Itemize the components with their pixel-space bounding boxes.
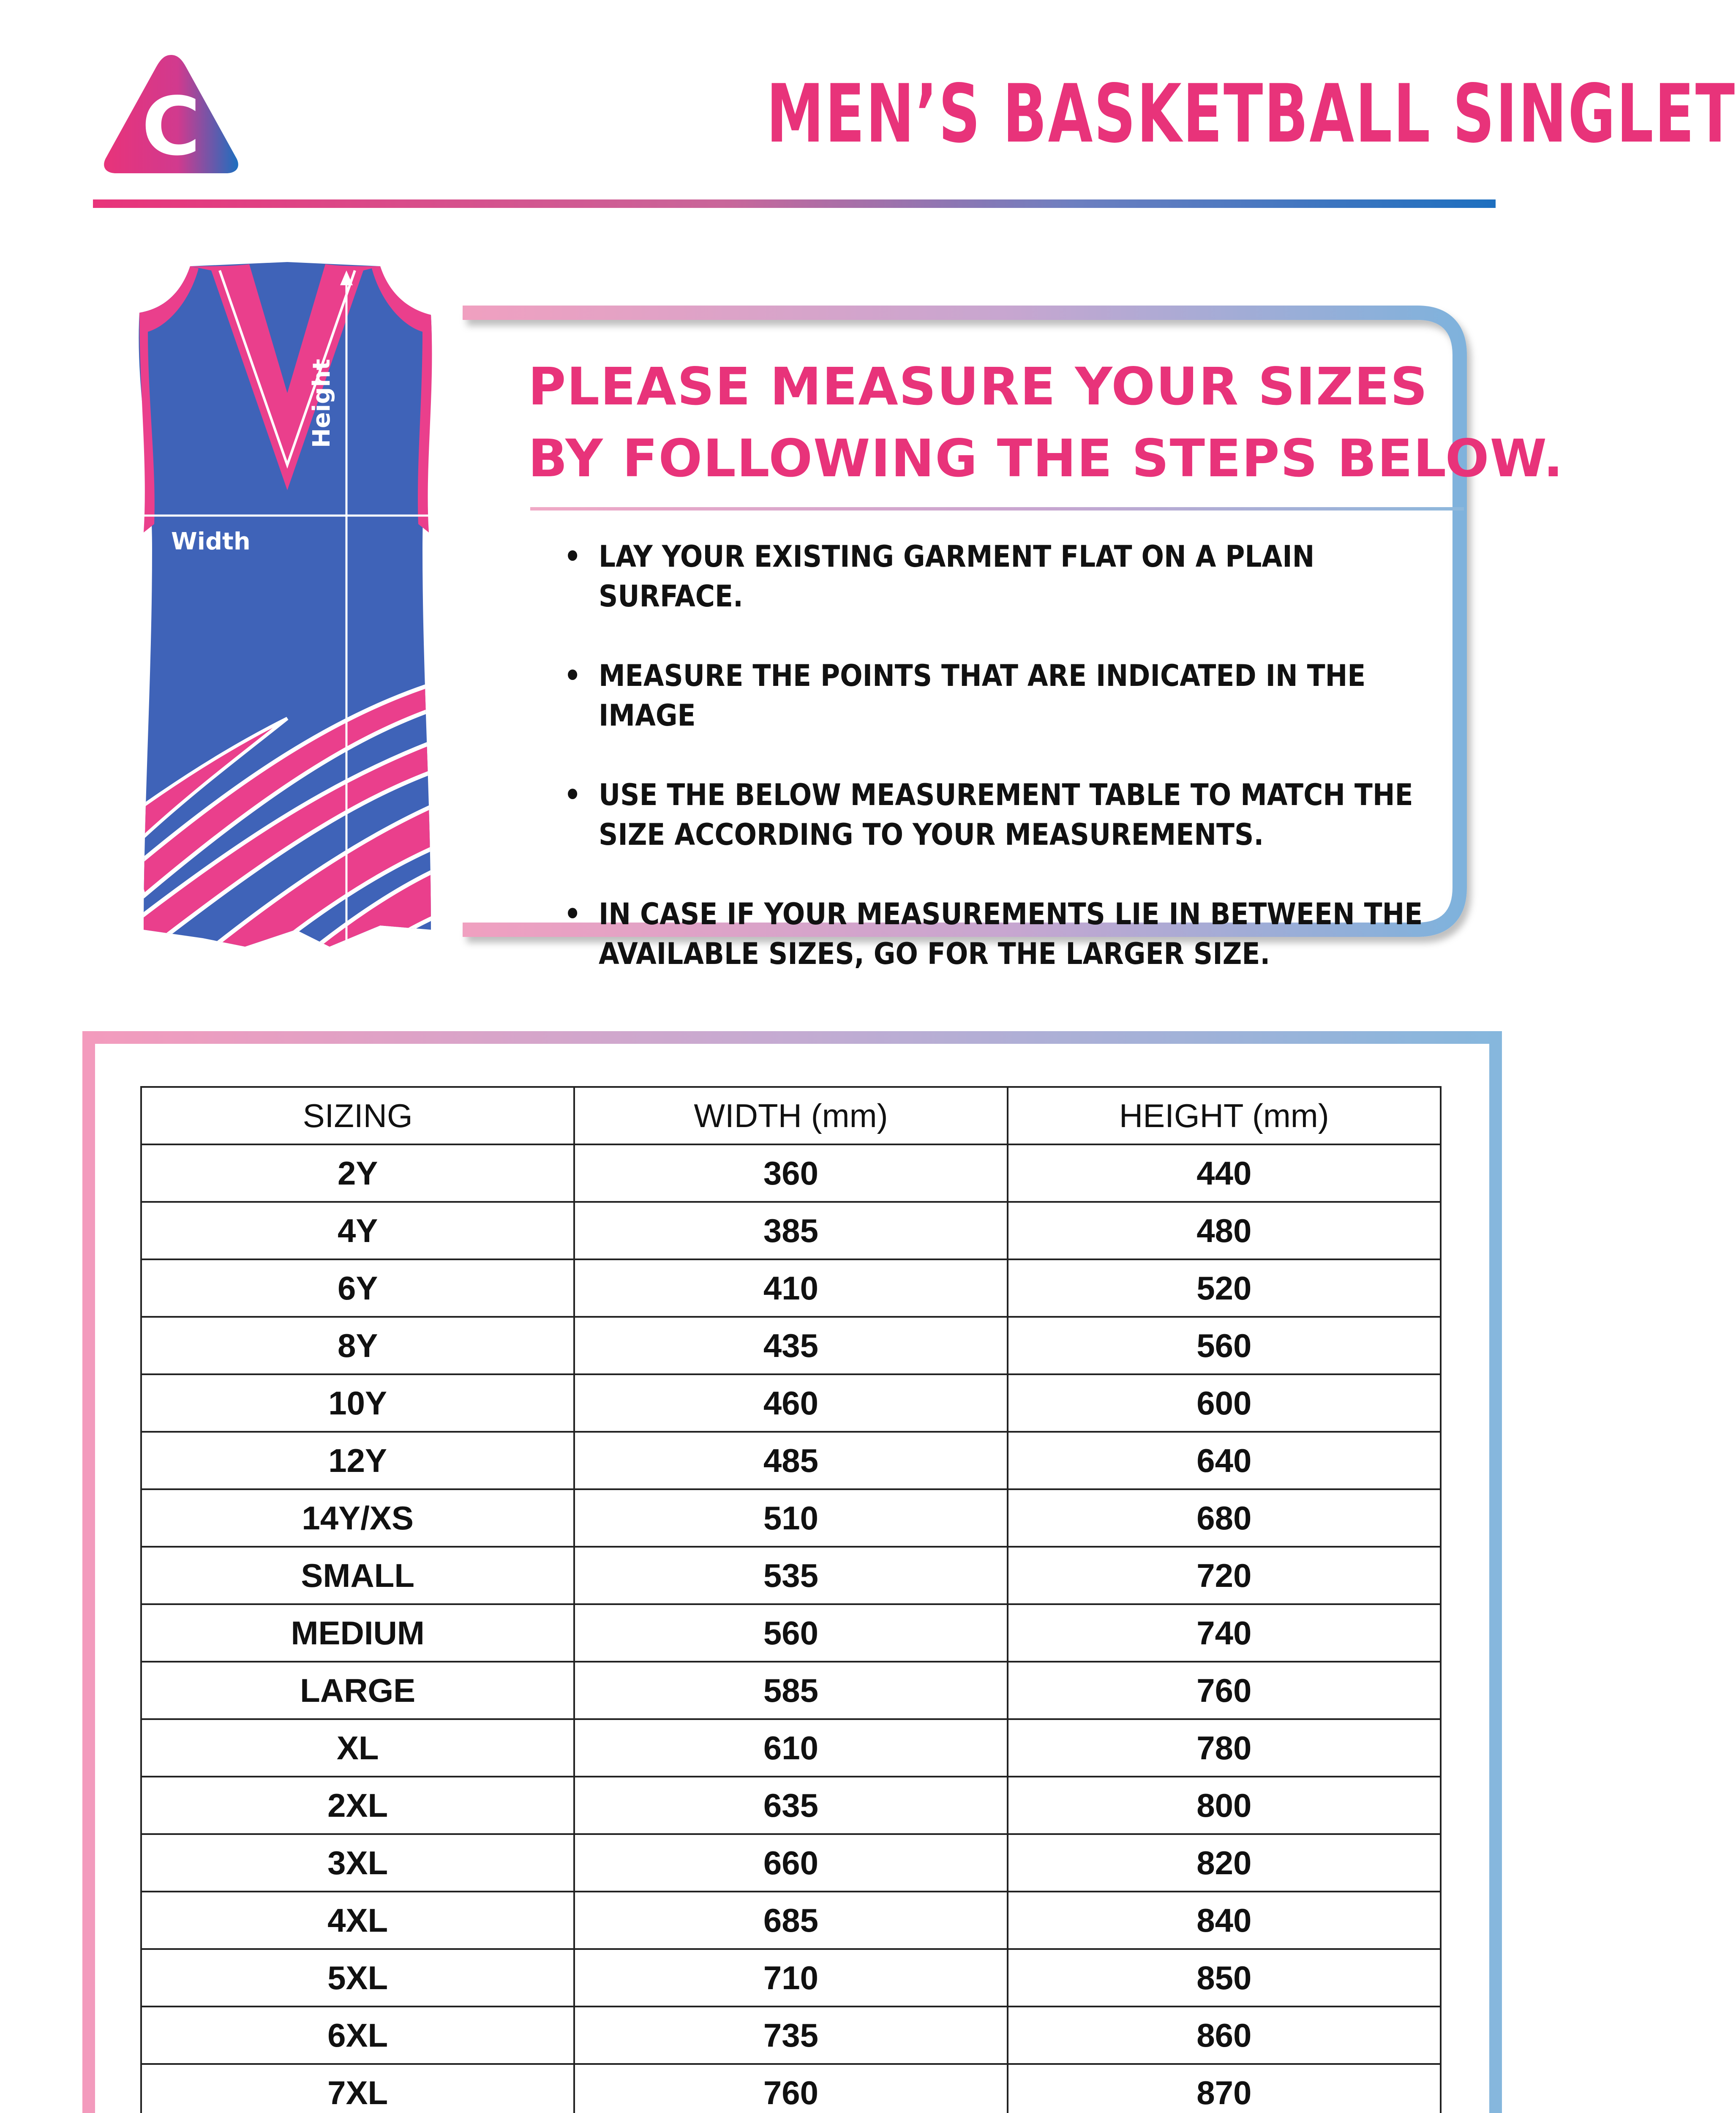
step-text: IN CASE IF YOUR MEASUREMENTS LIE IN BETWEEN THE AVAILABLE SIZES, GO FOR THE LARGER SIZE. <box>599 897 1423 971</box>
instructions-heading <box>528 351 1564 494</box>
width-cell: 385 <box>574 1202 1007 1259</box>
height-cell: 640 <box>1008 1432 1441 1489</box>
table-row <box>141 2007 1441 2064</box>
table-row <box>141 1432 1441 1489</box>
instructions-heading-line1: PLEASE MEASURE YOUR SIZES <box>528 357 1428 417</box>
height-cell: 820 <box>1008 1834 1441 1892</box>
step-item <box>564 656 1451 735</box>
height-cell: 440 <box>1008 1144 1441 1202</box>
width-cell: 635 <box>574 1777 1007 1834</box>
step-item <box>564 894 1451 974</box>
table-row <box>141 1489 1441 1547</box>
height-cell: 850 <box>1008 1949 1441 2007</box>
size-cell: 6XL <box>141 2007 574 2064</box>
bullet-glyph: • <box>564 897 581 931</box>
table-row <box>141 1604 1441 1662</box>
size-cell: 4XL <box>141 1892 574 1949</box>
table-row <box>141 1374 1441 1432</box>
logo-letter: C <box>142 80 201 173</box>
size-cell: 2XL <box>141 1777 574 1834</box>
step-text: USE THE BELOW MEASUREMENT TABLE TO MATCH THE SIZE ACCORDING TO YOUR MEASUREMENTS. <box>599 778 1413 852</box>
height-cell: 520 <box>1008 1259 1441 1317</box>
table-header-row <box>141 1087 1441 1144</box>
size-cell: 5XL <box>141 1949 574 2007</box>
page-title: MEN’S BASKETBALL SINGLET <box>766 67 1736 161</box>
width-cell: 485 <box>574 1432 1007 1489</box>
size-cell: 7XL <box>141 2064 574 2113</box>
table-row <box>141 2064 1441 2113</box>
table-row <box>141 1202 1441 1259</box>
size-cell: XL <box>141 1719 574 1777</box>
width-cell: 610 <box>574 1719 1007 1777</box>
singlet-illustration <box>110 254 456 980</box>
instruction-steps <box>564 537 1451 1013</box>
size-cell: LARGE <box>141 1662 574 1719</box>
height-cell: 870 <box>1008 2064 1441 2113</box>
width-cell: 585 <box>574 1662 1007 1719</box>
height-cell: 840 <box>1008 1892 1441 1949</box>
table-row <box>141 1144 1441 1202</box>
table-row <box>141 1719 1441 1777</box>
size-cell: 6Y <box>141 1259 574 1317</box>
width-cell: 510 <box>574 1489 1007 1547</box>
width-cell: 460 <box>574 1374 1007 1432</box>
column-header-height: HEIGHT (mm) <box>1008 1087 1441 1144</box>
bullet-glyph: • <box>564 658 581 693</box>
table-row <box>141 1892 1441 1949</box>
table-row <box>141 1662 1441 1719</box>
size-cell: 14Y/XS <box>141 1489 574 1547</box>
size-cell: 4Y <box>141 1202 574 1259</box>
width-cell: 360 <box>574 1144 1007 1202</box>
size-cell: 12Y <box>141 1432 574 1489</box>
table-row <box>141 1777 1441 1834</box>
size-cell: 2Y <box>141 1144 574 1202</box>
height-cell: 800 <box>1008 1777 1441 1834</box>
height-cell: 780 <box>1008 1719 1441 1777</box>
step-item <box>564 775 1451 854</box>
height-label: Height <box>308 359 335 448</box>
bullet-glyph: • <box>564 778 581 812</box>
table-row <box>141 1259 1441 1317</box>
width-cell: 710 <box>574 1949 1007 2007</box>
table-row <box>141 1317 1441 1374</box>
height-cell: 720 <box>1008 1547 1441 1604</box>
width-cell: 760 <box>574 2064 1007 2113</box>
height-cell: 740 <box>1008 1604 1441 1662</box>
size-table <box>140 1086 1442 2113</box>
size-cell: 3XL <box>141 1834 574 1892</box>
height-cell: 560 <box>1008 1317 1441 1374</box>
height-cell: 600 <box>1008 1374 1441 1432</box>
size-cell: 10Y <box>141 1374 574 1432</box>
size-cell: SMALL <box>141 1547 574 1604</box>
height-cell: 760 <box>1008 1662 1441 1719</box>
width-cell: 435 <box>574 1317 1007 1374</box>
brand-logo <box>99 51 243 177</box>
table-row <box>141 1949 1441 2007</box>
width-cell: 535 <box>574 1547 1007 1604</box>
height-cell: 860 <box>1008 2007 1441 2064</box>
instructions-divider <box>530 507 1464 511</box>
bullet-glyph: • <box>564 539 581 574</box>
step-text: MEASURE THE POINTS THAT ARE INDICATED IN THE IMAGE <box>599 658 1366 733</box>
column-header-width: WIDTH (mm) <box>574 1087 1007 1144</box>
step-item <box>564 537 1451 616</box>
width-cell: 410 <box>574 1259 1007 1317</box>
column-header-sizing: SIZING <box>141 1087 574 1144</box>
header-divider <box>93 199 1496 208</box>
table-row <box>141 1547 1441 1604</box>
height-cell: 480 <box>1008 1202 1441 1259</box>
width-cell: 685 <box>574 1892 1007 1949</box>
width-cell: 735 <box>574 2007 1007 2064</box>
size-cell: MEDIUM <box>141 1604 574 1662</box>
width-cell: 660 <box>574 1834 1007 1892</box>
table-row <box>141 1834 1441 1892</box>
width-cell: 560 <box>574 1604 1007 1662</box>
instructions-heading-line2: BY FOLLOWING THE STEPS BELOW. <box>528 429 1564 489</box>
size-cell: 8Y <box>141 1317 574 1374</box>
width-label: Width <box>171 528 251 555</box>
height-cell: 680 <box>1008 1489 1441 1547</box>
step-text: LAY YOUR EXISTING GARMENT FLAT ON A PLAIN SURFACE. <box>599 539 1315 614</box>
